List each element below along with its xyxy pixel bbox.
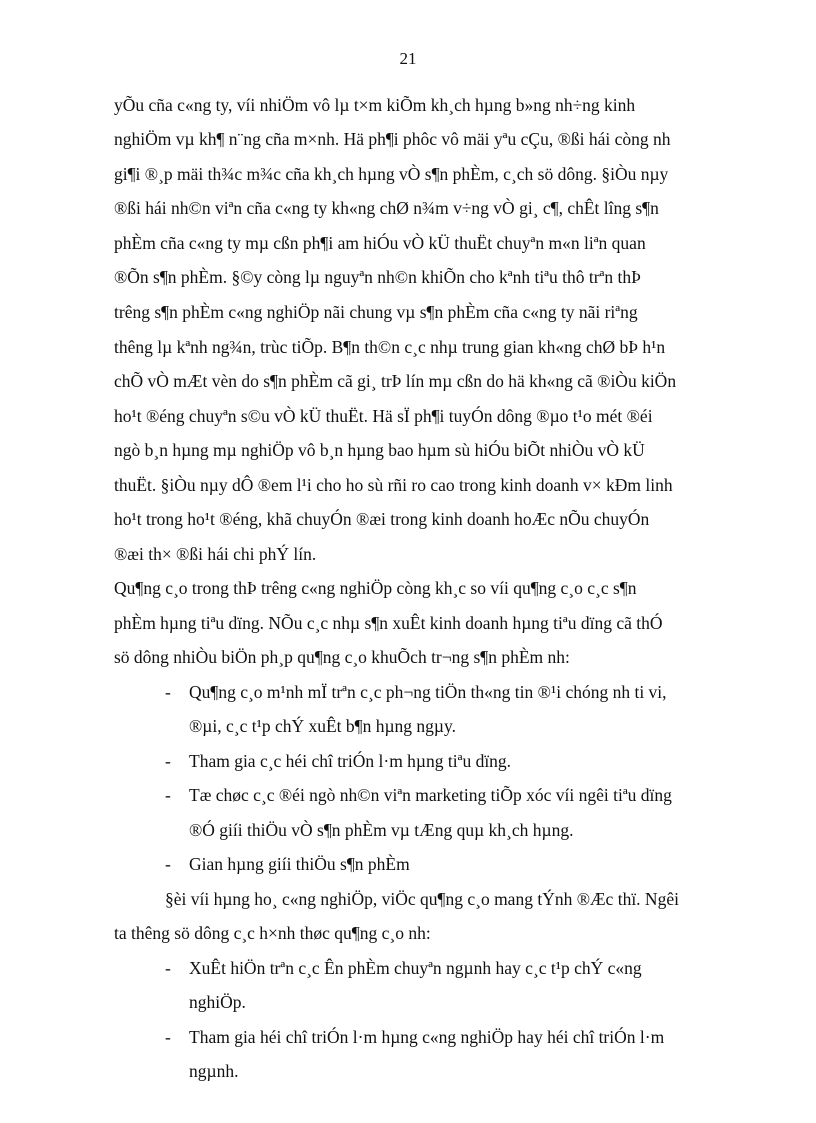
list-item-line: ®Ó giíi thiÖu vÒ s¶n phÈm vµ tÆng quµ kh¸ch hµng. <box>189 820 574 840</box>
body-line: ®ßi hái nh©n viªn cña c«ng ty kh«ng chØ n¾m v÷ng vÒ gi¸ c¶, chÊt lîng s¶n <box>114 198 659 218</box>
body-line: ngò b¸n hµng mµ nghiÖp vô b¸n hµng bao hµm sù hiÓu biÕt nhiÒu vÒ kÜ <box>114 440 645 460</box>
body-line: ho¹t ®éng chuyªn s©u vÒ kÜ thuËt. Hä sÏ ph¶i tuyÓn dông ®µo t¹o mét ®éi <box>114 406 653 426</box>
body-line: gi¶i ®¸p mäi th¾c m¾c cña kh¸ch hµng vÒ s¶n phÈm, c¸ch sö dông. §iÒu nµy <box>114 164 669 184</box>
body-line: phÈm cña c«ng ty mµ cßn ph¶i am hiÓu vÒ kÜ thuËt chuyªn m«n liªn quan <box>114 233 646 253</box>
list-bullet: - <box>165 854 171 874</box>
list-item-line: ®µi, c¸c t¹p chÝ xuÊt b¶n hµng ngµy. <box>189 716 457 736</box>
body-line: trêng s¶n phÈm c«ng nghiÖp nãi chung vµ s¶n phÈm cña c«ng ty nãi riªng <box>114 302 638 322</box>
list-item-line: Qu¶ng c¸o m¹nh mÏ trªn c¸c ph¬ng tiÖn th«ng tin ®¹i chóng nh ti vi, <box>189 682 667 702</box>
body-line: thuËt. §iÒu nµy dÔ ®em l¹i cho ho sù rñi ro cao trong kinh doanh v× kÐm linh <box>114 475 673 495</box>
list-bullet: - <box>165 751 171 771</box>
body-line: ®æi th× ®ßi hái chi phÝ lín. <box>114 544 317 564</box>
list-item-line: XuÊt hiÖn trªn c¸c Ên phÈm chuyªn ngµnh hay c¸c t¹p chÝ c«ng <box>189 958 642 978</box>
body-line: thêng lµ kªnh ng¾n, trùc tiÕp. B¶n th©n c¸c nhµ trung gian kh«ng chØ bÞ h¹n <box>114 337 666 357</box>
body-line: nghiÖm vµ kh¶ n¨ng cña m×nh. Hä ph¶i phôc vô mäi yªu cÇu, ®ßi hái còng nh <box>114 129 671 149</box>
body-line: ho¹t trong ho¹t ®éng, khã chuyÓn ®æi trong kinh doanh hoÆc nÕu chuyÓn <box>114 509 650 529</box>
list-item-line: Gian hµng giíi thiÖu s¶n phÈm <box>189 854 410 874</box>
list-item-line: ngµnh. <box>189 1061 239 1081</box>
body-line: ®Õn s¶n phÈm. §©y còng lµ nguyªn nh©n khiÕn cho kªnh tiªu thô trªn thÞ <box>114 267 641 287</box>
list-item-line: nghiÖp. <box>189 992 246 1012</box>
body-line: sö dông nhiÒu biÖn ph¸p qu¶ng c¸o khuÕch tr¬ng s¶n phÈm nh: <box>114 647 570 667</box>
body-line: phÈm hµng tiªu dïng. NÕu c¸c nhµ s¶n xuÊt kinh doanh hµng tiªu dïng cã thÓ <box>114 613 663 633</box>
body-line: chÕ vÒ mÆt vèn do s¶n phÈm cã gi¸ trÞ lín mµ cßn do hä kh«ng cã ®iÒu kiÖn <box>114 371 677 391</box>
body-line: ta thêng sö dông c¸c h×nh thøc qu¶ng c¸o nh: <box>114 923 431 943</box>
list-bullet: - <box>165 785 171 805</box>
list-item-line: Tham gia héi chî triÓn l·m hµng c«ng nghiÖp hay héi chî triÓn l·m <box>189 1027 665 1047</box>
list-item-line: Tæ chøc c¸c ®éi ngò nh©n viªn marketing tiÕp xóc víi ngêi tiªu dïng <box>189 785 672 805</box>
body-line: yÕu cña c«ng ty, víi nhiÖm vô lµ t×m kiÕm kh¸ch hµng b»ng nh÷ng kinh <box>114 95 636 115</box>
list-bullet: - <box>165 682 171 702</box>
page-number: 21 <box>399 49 417 68</box>
body-line: §èi víi hµng ho¸ c«ng nghiÖp, viÖc qu¶ng c¸o mang tÝnh ®Æc thï. Ngêi <box>165 889 679 909</box>
list-item-line: Tham gia c¸c héi chî triÓn l·m hµng tiªu dïng. <box>189 751 512 771</box>
list-bullet: - <box>165 958 171 978</box>
body-line: Qu¶ng c¸o trong thÞ trêng c«ng nghiÖp còng kh¸c so víi qu¶ng c¸o c¸c s¶n <box>114 578 637 598</box>
list-bullet: - <box>165 1027 171 1047</box>
